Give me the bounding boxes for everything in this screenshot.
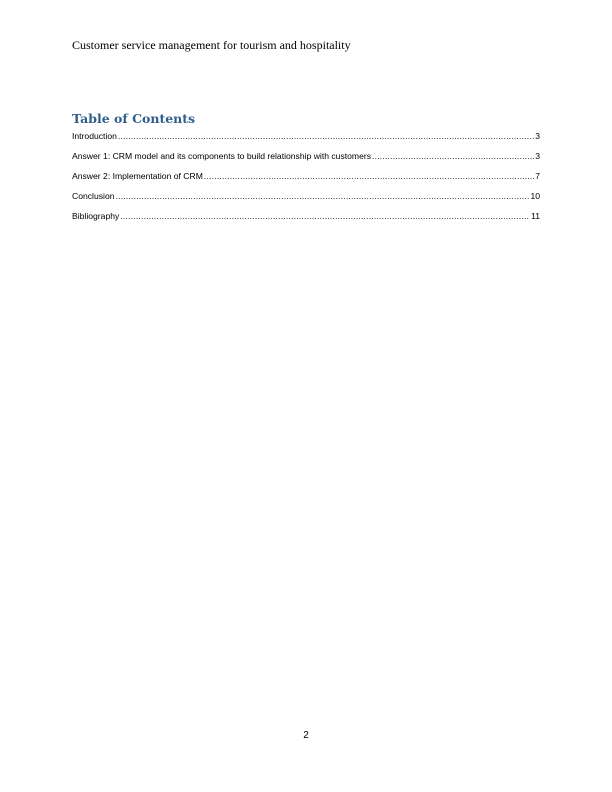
toc-entry-title: Answer 1: CRM model and its components to build relationship with customers: [72, 151, 372, 161]
toc-entry-page: 3: [535, 151, 540, 161]
toc-dot-leader: [204, 171, 534, 181]
toc-entry-answer-2[interactable]: [72, 171, 540, 191]
toc-entry-page: 10: [530, 191, 540, 201]
toc-list: [72, 131, 540, 231]
toc-entry-conclusion[interactable]: [72, 191, 540, 211]
toc-dot-leader: [120, 211, 530, 221]
toc-dot-leader: [118, 131, 534, 141]
toc-entry-page: 3: [535, 131, 540, 141]
toc-entry-title: Introduction: [72, 131, 117, 141]
toc-entry-page: 11: [531, 211, 540, 221]
toc-heading: Table of Contents: [72, 111, 196, 126]
toc-entry-title: Bibliography: [72, 211, 120, 221]
toc-entry-title: Answer 2: Implementation of CRM: [72, 171, 203, 181]
toc-entry-bibliography[interactable]: [72, 211, 540, 231]
toc-entry-answer-1[interactable]: [72, 151, 540, 171]
toc-entry-introduction[interactable]: [72, 131, 540, 151]
running-header: Customer service management for tourism and hospitality: [72, 38, 351, 52]
toc-entry-title: Conclusion: [72, 191, 115, 201]
toc-dot-leader: [372, 151, 534, 161]
toc-dot-leader: [116, 191, 530, 201]
toc-entry-page: 7: [535, 171, 540, 181]
page-number: 2: [303, 730, 309, 741]
